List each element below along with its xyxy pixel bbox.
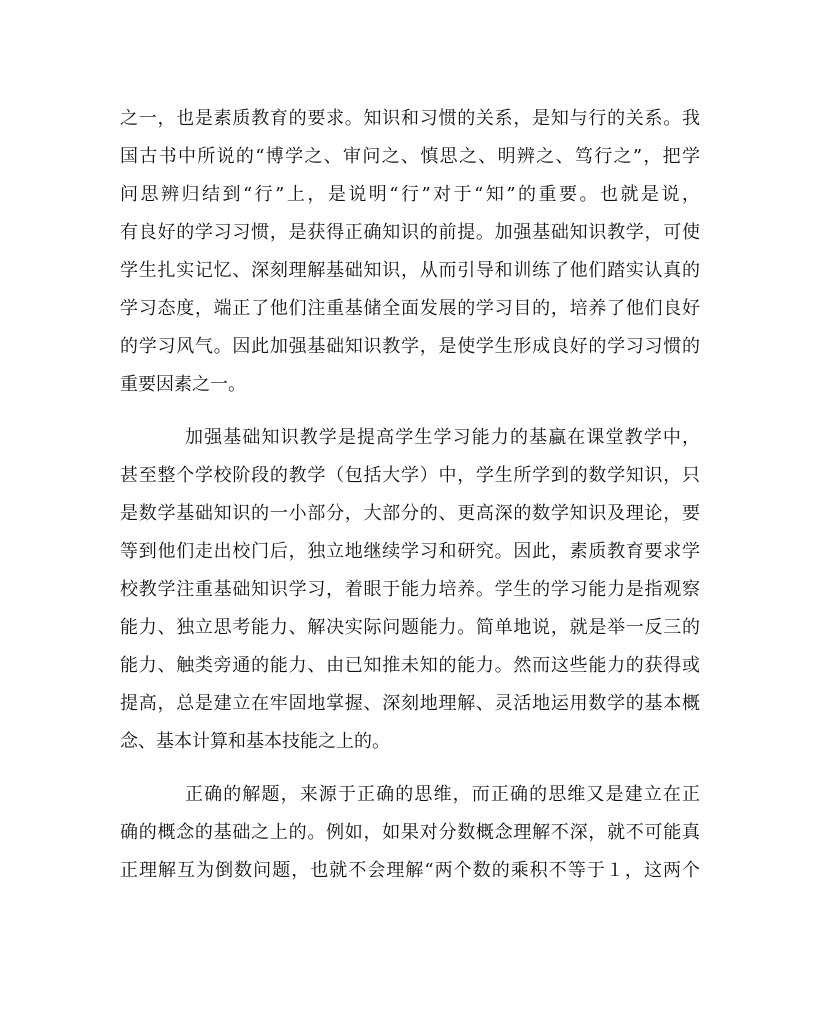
text-line: 校教学注重基础知识学习，着眼于能力培养。学生的学习能力是指观察: [120, 579, 700, 600]
text-line: 问思辨归结到“行”上，是说明“行”对于“知”的重要。也就是说，: [120, 184, 700, 205]
paragraph-2: [120, 419, 700, 761]
text-line: 国古书中所说的“博学之、审问之、慎思之、明辨之、笃行之”，把学: [120, 146, 700, 167]
text-line: 学习态度，端正了他们注重基储全面发展的学习目的，培养了他们良好: [120, 298, 700, 319]
text-line: 有良好的学习习惯，是获得正确知识的前提。加强基础知识教学，可使: [120, 222, 700, 243]
paragraph-3: [120, 776, 700, 890]
paragraph-spacer: [120, 404, 700, 419]
text-line: 加强基础知识教学是提高学生学习能力的基蠃在课堂教学中，: [185, 427, 700, 448]
document-body: [120, 100, 700, 890]
text-line: 正理解互为倒数问题，也就不会理解“两个数的乘积不等于１，这两个: [120, 860, 700, 881]
text-line: 学生扎实记忆、深刻理解基础知识，从而引导和训练了他们踏实认真的: [120, 260, 700, 281]
text-line: 确的概念的基础之上的。例如，如果对分数概念理解不深，就不可能真: [120, 822, 700, 843]
text-line: 等到他们走出校门后，独立地继续学习和研究。因此，素质教育要求学: [120, 541, 700, 562]
text-line: 能力、触类旁通的能力、由已知推未知的能力。然而这些能力的获得或: [120, 655, 700, 676]
text-line: 能力、独立思考能力、解决实际问题能力。简单地说，就是举一反三的: [120, 617, 700, 638]
text-line: 的学习风气。因此加强基础知识教学，是使学生形成良好的学习习惯的: [120, 336, 700, 357]
paragraph-spacer: [120, 761, 700, 776]
text-line: 之一，也是素质教育的要求。知识和习惯的关系，是知与行的关系。我: [120, 108, 700, 129]
text-line: 正确的解题，来源于正确的思维，而正确的思维又是建立在正: [185, 784, 700, 805]
text-line: 重要因素之一。: [120, 374, 246, 395]
paragraph-1: [120, 100, 700, 404]
text-line: 提高，总是建立在牢固地掌握、深刻地理解、灵活地运用数学的基本概: [120, 693, 700, 714]
text-line: 念、基本计算和基本技能之上的。: [120, 731, 390, 752]
text-line: 甚至整个学校阶段的教学（包括大学）中，学生所学到的数学知识，只: [120, 465, 700, 486]
text-line: 是数学基础知识的一小部分，大部分的、更高深的数学知识及理论，要: [120, 503, 700, 524]
